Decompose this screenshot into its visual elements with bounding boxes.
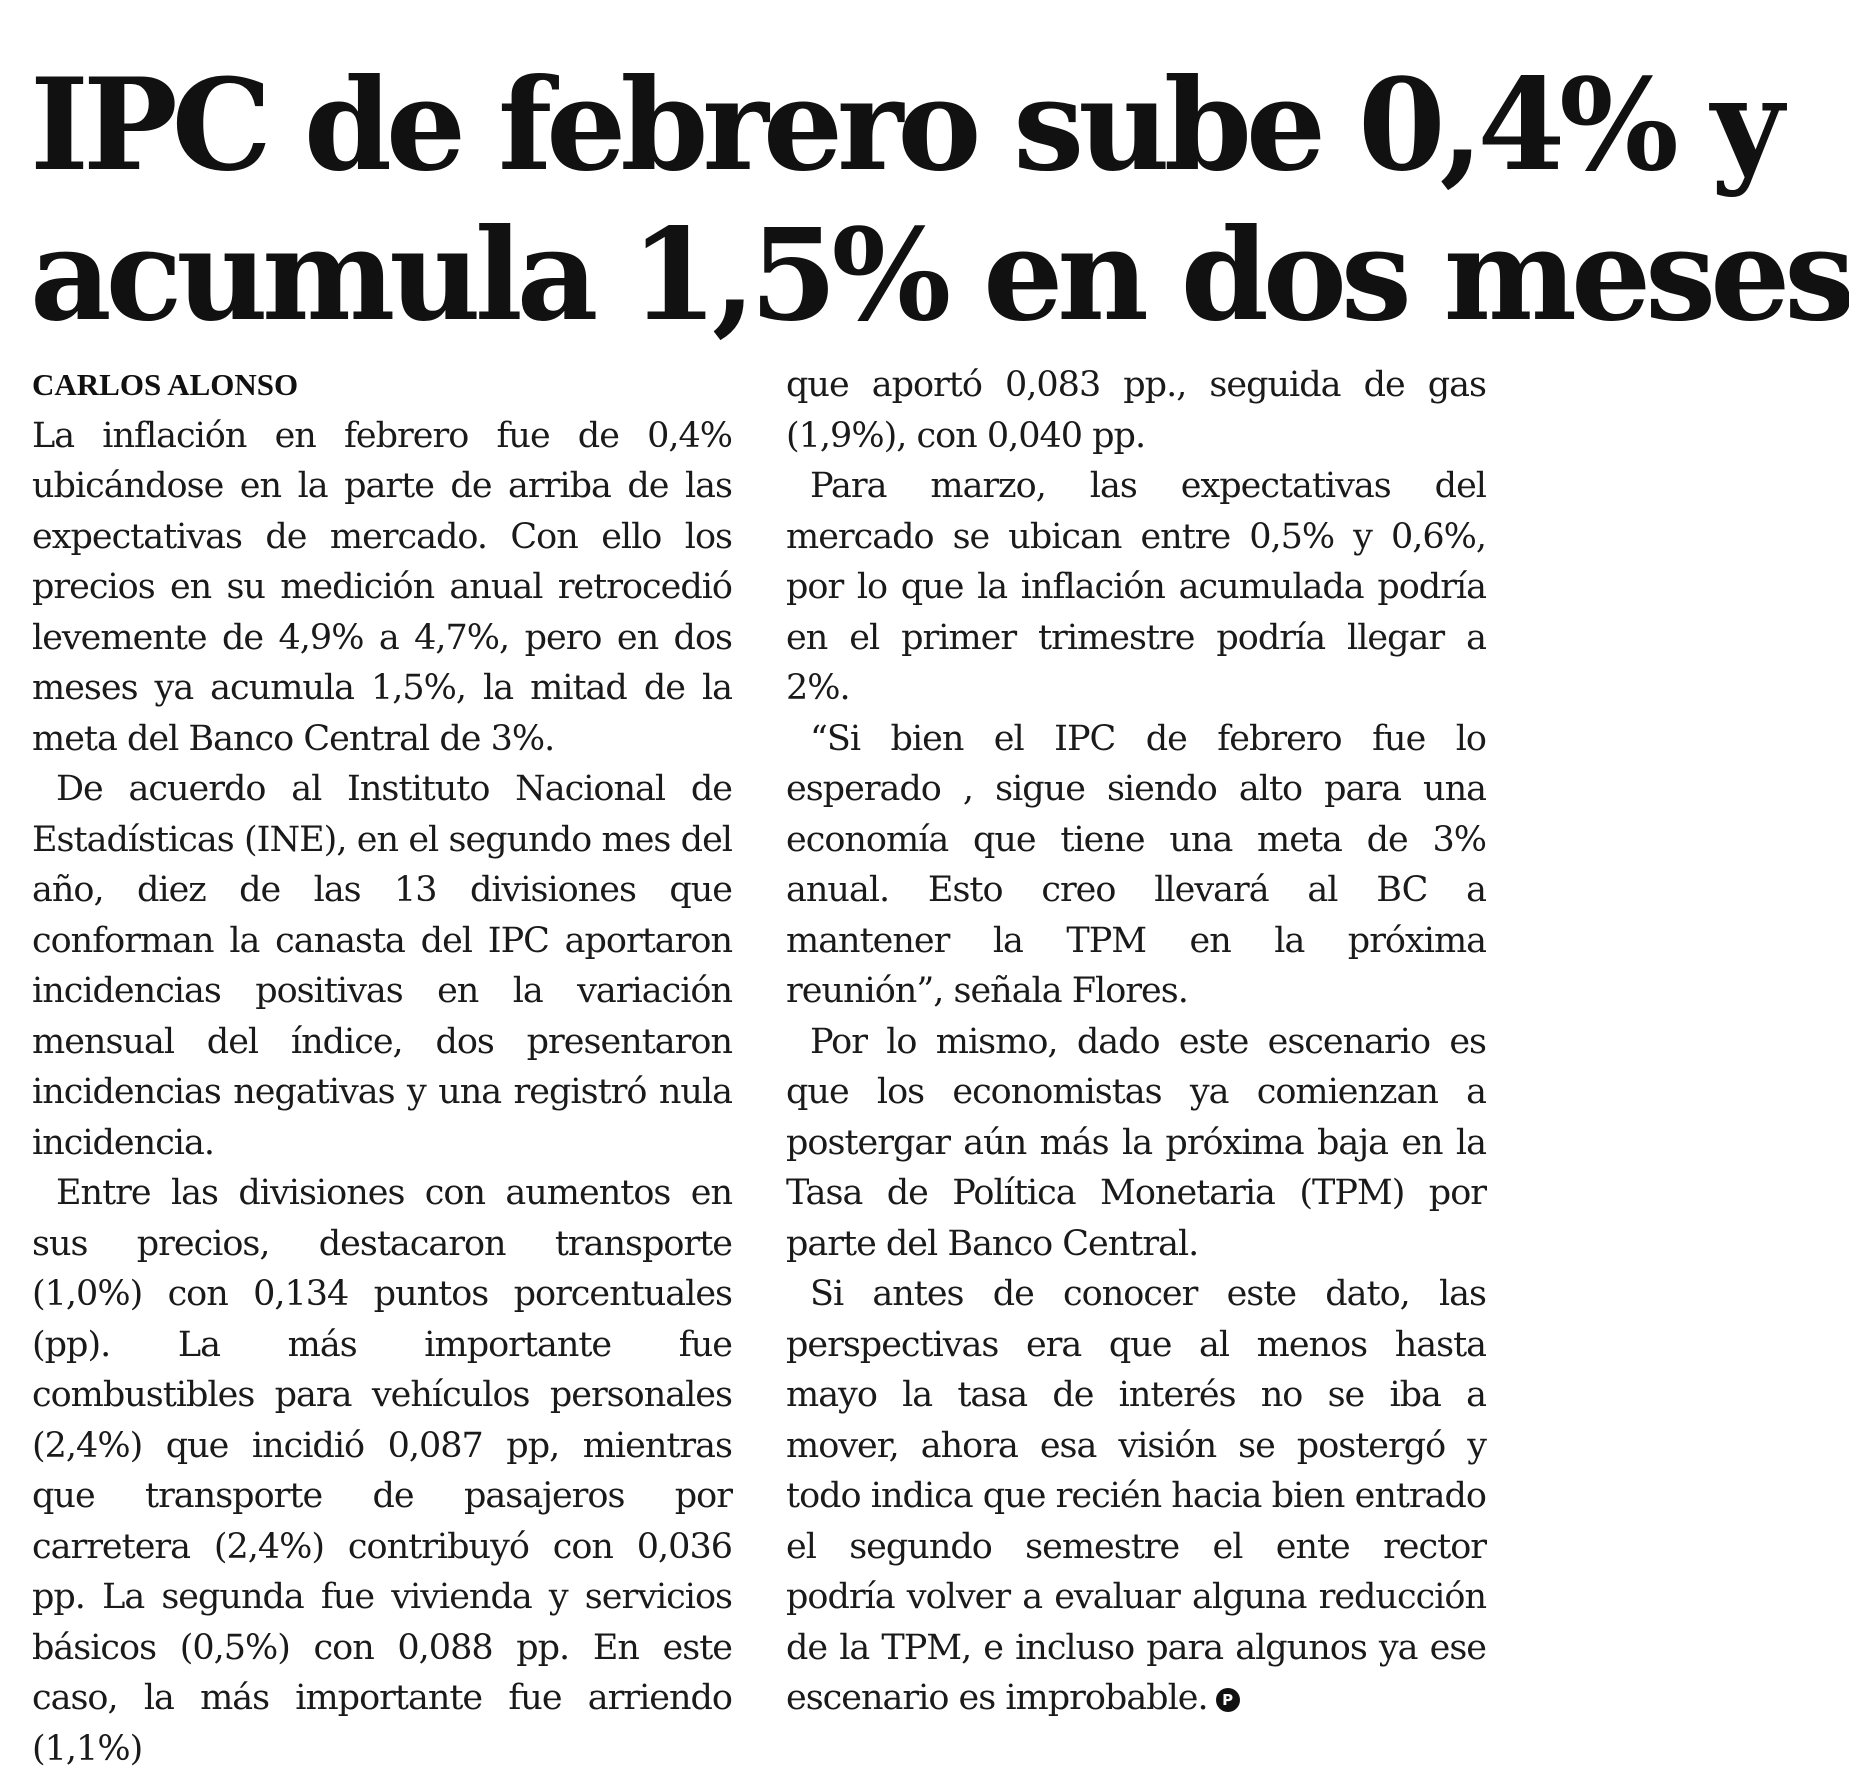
headline-line-2: acumula 1,5% en dos meses bbox=[30, 201, 1849, 349]
headline-line-1: IPC de febrero sube 0,4% y bbox=[30, 51, 1778, 199]
paragraph: que aportó 0,083 pp., seguida de gas (1,9%), con 0,040 pp. bbox=[786, 365, 1486, 456]
right-column bbox=[786, 360, 1486, 1724]
paragraph: Entre las divisiones con aumentos en sus precios, destacaron transporte (1,0%) con 0,134 puntos porcentuales (pp). La más importante fue combustibles para vehículos personales (2,4%) que incidió 0,087 pp, mientras que transporte de pasajeros por carretera (2,4%) contribuyó con 0,036 pp. La segunda fue vivienda y servicios básicos (0,5%) con 0,088 pp. En este caso, la más importante fue arriendo (1,1%) bbox=[32, 1173, 732, 1769]
byline: CARLOS ALONSO bbox=[32, 367, 299, 402]
paragraph: De acuerdo al Instituto Nacional de Estadísticas (INE), en el segundo mes del año, diez de las 13 divisiones que conforman la canasta del IPC aportaron incidencias positivas en la variación mensual del índice, dos presentaron incidencias negativas y una registró nula incidencia. bbox=[32, 769, 732, 1163]
left-column bbox=[32, 360, 732, 1774]
paragraph: Para marzo, las expectativas del mercado se ubican entre 0,5% y 0,6%, por lo que la inflación acumulada podría en el primer trimestre podría llegar a 2%. bbox=[786, 466, 1486, 708]
paragraph-text: Si antes de conocer este dato, las perspectivas era que al menos hasta mayo la tasa de interés no se iba a mover, ahora esa visión se postergó y todo indica que recién hacia bien entrado el segundo semestre el ente rector podría volver a evaluar alguna reducción de la TPM, e incluso para algunos ya ese escenario es improbable. bbox=[786, 1274, 1486, 1718]
final-paragraph bbox=[786, 1269, 1486, 1724]
end-of-article-icon: P bbox=[1216, 1688, 1240, 1712]
paragraph: La inflación en febrero fue de 0,4% ubicándose en la parte de arriba de las expectativas de mercado. Con ello los precios en su medición anual retrocedió levemente de 4,9% a 4,7%, pero en dos meses ya acumula 1,5%, la mitad de la meta del Banco Central de 3%. bbox=[32, 415, 732, 759]
paragraph: “Si bien el IPC de febrero fue lo esperado , sigue siendo alto para una economía que tiene una meta de 3% anual. Esto creo llevará al BC a mantener la TPM en la próxima reunión”, señala Flores. bbox=[786, 718, 1486, 1011]
headline bbox=[30, 50, 1849, 350]
paragraph: Por lo mismo, dado este escenario es que los economistas ya comienzan a postergar aún más la próxima baja en la Tasa de Política Monetaria (TPM) por parte del Banco Central. bbox=[786, 1021, 1486, 1264]
